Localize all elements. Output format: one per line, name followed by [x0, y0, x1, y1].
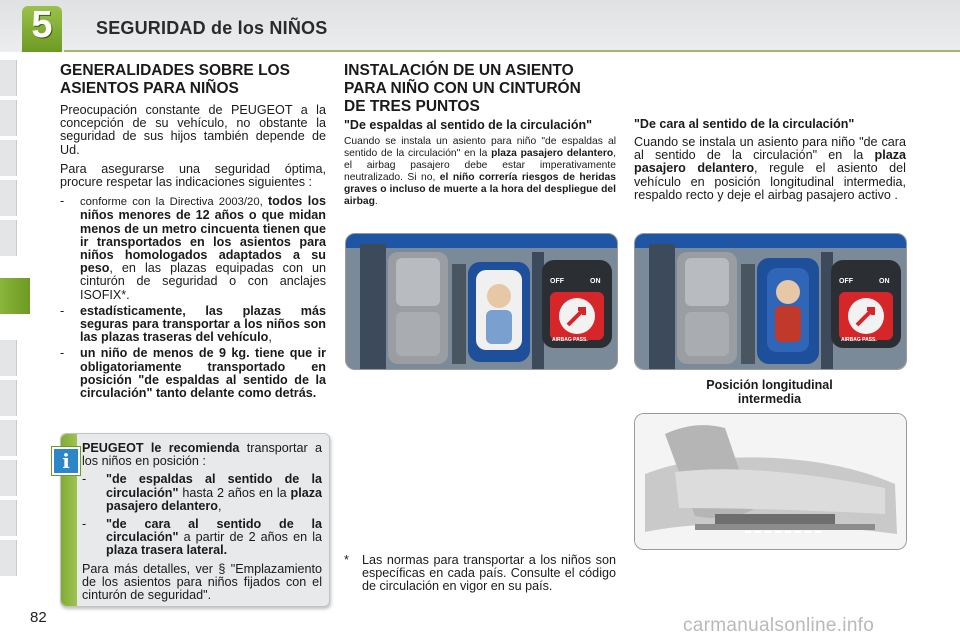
forward-facing-paragraph — [634, 136, 906, 202]
lead-text: transportar a los niños en posición : — [82, 441, 322, 469]
caption-line: Posición longitudinal — [706, 378, 833, 392]
intro-paragraph: Para asegurarse una seguridad óptima, procure respetar las indicaciones siguientes : — [60, 161, 326, 190]
bullet-dash: - — [82, 517, 87, 532]
bullet-bold-text: todos los niños menores de 12 años o que midan menos de un metro cincuenta tienen que ir transportados en los asientos para niños homologados adaptados a su peso — [80, 194, 326, 276]
heading-line: ASIENTOS PARA NIÑOS — [60, 80, 239, 97]
bullet-bold-text: plaza trasera lateral. — [106, 543, 228, 558]
side-tab — [0, 60, 17, 96]
bullet-text: conforme con la Directiva 2003/20, — [80, 196, 268, 209]
switch-off-label: OFF — [839, 278, 853, 285]
sub-heading: "De cara al sentido de la circulación" — [634, 117, 855, 131]
bullet-dash: - — [60, 346, 65, 361]
side-tab — [0, 380, 17, 416]
bullet-dash: - — [82, 472, 87, 487]
side-tab — [0, 340, 17, 376]
side-tab — [0, 100, 17, 136]
heading-line: DE TRES PUNTOS — [344, 98, 480, 115]
paragraph-bold: el niño correría riesgos de heridas graves o incluso de muerte a la hora del despliegue del airbag — [344, 172, 617, 207]
recommendation-lead — [82, 442, 322, 468]
forward-facing-seat-photo — [634, 233, 907, 370]
heading-line: PARA NIÑO CON UN CINTURÓN — [344, 80, 581, 97]
bullet-text: , en las plazas equipadas con un cinturón de seguridad o con anclajes ISOFIX*. — [80, 261, 326, 302]
side-tab — [0, 500, 17, 536]
photo-caption — [634, 378, 905, 406]
bullet-bold-text: "de espaldas al sentido de la circulación" — [106, 472, 322, 500]
side-tab — [0, 220, 17, 256]
forward-facing-seat-illustration — [635, 234, 906, 369]
bullet-bold-text: un niño de menos de 9 kg. tiene que ir obligatoriamente transportado en posición "de espaldas al sentido de la circulación" tanto delante como detrás. — [80, 346, 326, 401]
left-column — [60, 62, 326, 400]
footnote-text: Las normas para transportar a los niños son específicas en cada país. Consulte el código de circulación en vigor en su país. — [362, 553, 616, 594]
bullet-text: a partir de 2 años en la — [178, 530, 322, 545]
list-item — [60, 347, 326, 400]
rear-facing-seat-illustration — [346, 234, 617, 369]
heading-line: INSTALACIÓN DE UN ASIENTO — [344, 62, 574, 79]
paragraph-bold: plaza pasajero delantero — [634, 148, 906, 176]
side-tab — [0, 460, 17, 496]
switch-plate-label: AIRBAG PASS. — [552, 337, 588, 343]
footnote-item — [344, 554, 616, 594]
seat-position-photo — [634, 413, 907, 550]
bullet-bold-text: plaza pasajero delantero — [106, 485, 322, 513]
lead-bold: PEUGEOT le recomienda — [82, 441, 240, 455]
right-column — [634, 117, 906, 202]
seat-side-illustration — [635, 414, 906, 549]
recommendation-footer: Para más detalles, ver § "Emplazamiento de los asientos para niños fijados con el cinturón de seguridad". — [82, 561, 322, 603]
paragraph-text: Cuando se instala un asiento para niño "de espaldas al sentido de la circulación" en la — [344, 136, 616, 159]
paragraph-text: , regule el asiento del vehículo en posición longitudinal intermedia, respaldo recto y deje el airbag pasajero activo . — [634, 161, 906, 202]
side-tab — [0, 540, 17, 576]
switch-on-label: ON — [590, 278, 601, 285]
switch-on-label: ON — [879, 278, 890, 285]
middle-column — [344, 62, 616, 208]
page-number: 82 — [30, 609, 47, 626]
list-item — [60, 305, 326, 345]
side-tab — [0, 180, 17, 216]
switch-off-label: OFF — [550, 278, 564, 285]
section-heading — [60, 62, 326, 98]
header-divider — [64, 50, 960, 52]
list-item — [82, 518, 322, 558]
intro-paragraph: Preocupación constante de PEUGEOT a la concepción de su vehículo, no obstante la seguridad de sus hijos también depende de Ud. — [60, 103, 326, 157]
recommendation-content — [82, 442, 322, 602]
bullet-text: , — [218, 498, 222, 513]
bullet-bold-text: "de cara al sentido de la circulación" — [106, 517, 322, 545]
chapter-number: 5 — [31, 4, 53, 46]
rear-facing-seat-photo — [345, 233, 618, 370]
bullet-text: hasta 2 años en la — [178, 485, 291, 500]
info-icon: i — [52, 447, 80, 475]
heading-line: GENERALIDADES SOBRE LOS — [60, 62, 290, 79]
switch-plate-label: AIRBAG PASS. — [841, 337, 877, 343]
paragraph-text: , el airbag pasajero debe estar imperativamente neutralizado. Si no, — [344, 148, 616, 183]
footnote-star: * — [344, 553, 349, 567]
watermark: carmanualsonline.info — [683, 615, 875, 636]
paragraph-bold: plaza pasajero delantero — [491, 148, 614, 159]
chapter-title: SEGURIDAD de los NIÑOS — [96, 18, 328, 38]
sub-heading: "De espaldas al sentido de la circulación" — [344, 118, 593, 132]
section-heading — [344, 62, 616, 116]
bullet-bold-text: estadísticamente, las plazas más seguras para transportar a los niños son las plazas traseras del vehículo — [80, 303, 326, 345]
bullet-dash: - — [60, 303, 65, 318]
caption-line: intermedia — [737, 392, 802, 406]
footnote — [344, 554, 616, 594]
paragraph-text: . — [374, 196, 378, 207]
list-item — [60, 195, 326, 302]
side-tab — [0, 420, 17, 456]
list-item — [82, 473, 322, 513]
side-tab — [0, 140, 17, 176]
bullet-dash: - — [60, 194, 65, 209]
rear-facing-paragraph — [344, 136, 616, 208]
paragraph-text: Cuando se instala un asiento para niño "de cara al sentido de la circulación" en la — [634, 135, 906, 163]
side-tab-active — [0, 278, 30, 314]
bullet-text: , — [268, 330, 272, 345]
